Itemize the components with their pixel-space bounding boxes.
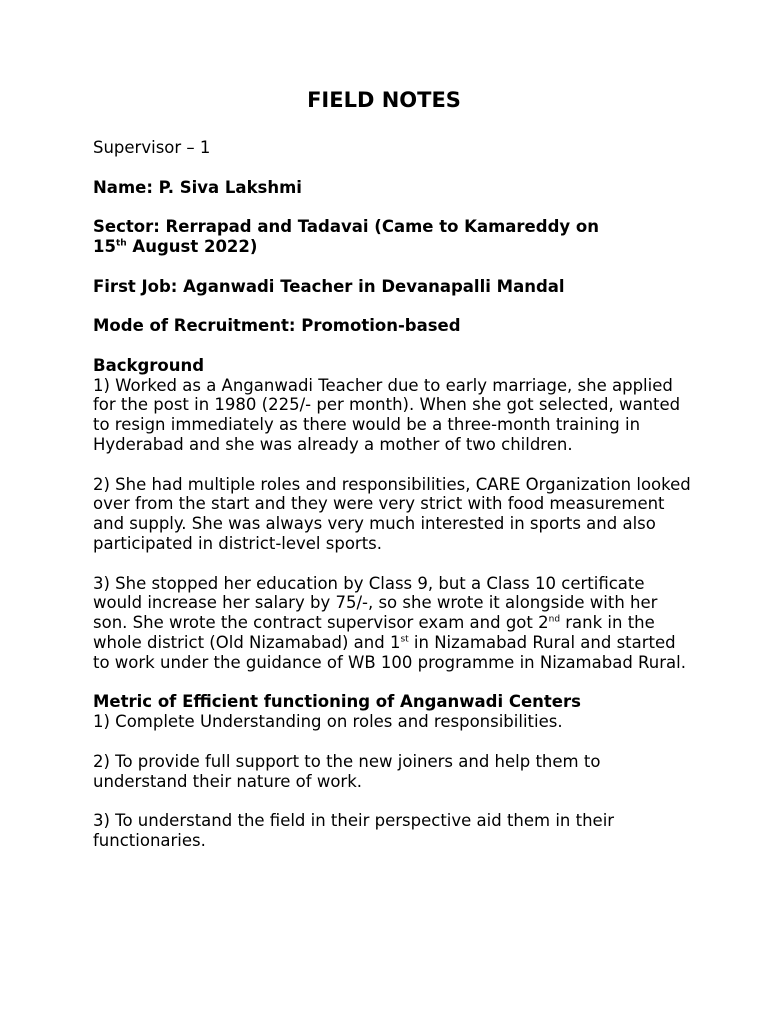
metric-paragraph-1: 1) Complete Understanding on roles and responsibilities. xyxy=(93,712,563,732)
background-p3-part1: 3) She stopped her education by Class 9, but a Class 10 certificate would increase her salary by 75/-, so she wrote it alongside with her son. She wrote the contract supervisor exam and got 2 xyxy=(93,573,658,633)
first-job-field: First Job: Aganwadi Teacher in Devanapalli Mandal xyxy=(93,276,565,296)
metric-paragraph-3: 3) To understand the field in their perspective aid them in their functionaries. xyxy=(93,811,615,850)
rank-suffix-2nd: nd xyxy=(548,614,561,625)
document-body xyxy=(93,138,693,851)
name-field: Name: P. Siva Lakshmi xyxy=(93,177,302,197)
rank-suffix-1st: st xyxy=(400,634,409,645)
background-paragraph-3 xyxy=(93,574,693,673)
recruitment-mode-field: Mode of Recruitment: Promotion-based xyxy=(93,316,461,336)
sector-field xyxy=(93,217,693,257)
page-title: FIELD NOTES xyxy=(307,88,461,112)
sector-day: 15 xyxy=(93,236,116,256)
supervisor-label: Supervisor – 1 xyxy=(93,138,211,157)
metric-paragraph-2: 2) To provide full support to the new joiners and help them to understand their nature of work. xyxy=(93,751,601,791)
sector-rest: August 2022) xyxy=(126,236,258,256)
background-paragraph-2: 2) She had multiple roles and responsibilities, CARE Organization looked over from the start and they were very strict with food measurement and supply. She was always very much interested in sports and also participated in district-level sports. xyxy=(93,474,691,553)
background-p3-part2: rank in the whole district (Old Nizamabad) and 1 xyxy=(93,613,655,652)
sector-day-suffix: th xyxy=(115,238,127,249)
sector-line1: Sector: Rerrapad and Tadavai (Came to Kamareddy on xyxy=(93,217,599,237)
background-heading: Background xyxy=(93,355,205,375)
metric-heading: Metric of Efficient functioning of Anganwadi Centers xyxy=(93,692,581,712)
background-paragraph-1: 1) Worked as a Anganwadi Teacher due to early marriage, she applied for the post in 1980 (225/- per month). When she got selected, wanted to resign immediately as there would be a three-month training in Hyderabad and she was already a mother of two children. xyxy=(93,375,681,454)
background-p3-part3: in Nizamabad Rural and started to work under the guidance of WB 100 programme in Nizamabad Rural. xyxy=(93,632,686,672)
